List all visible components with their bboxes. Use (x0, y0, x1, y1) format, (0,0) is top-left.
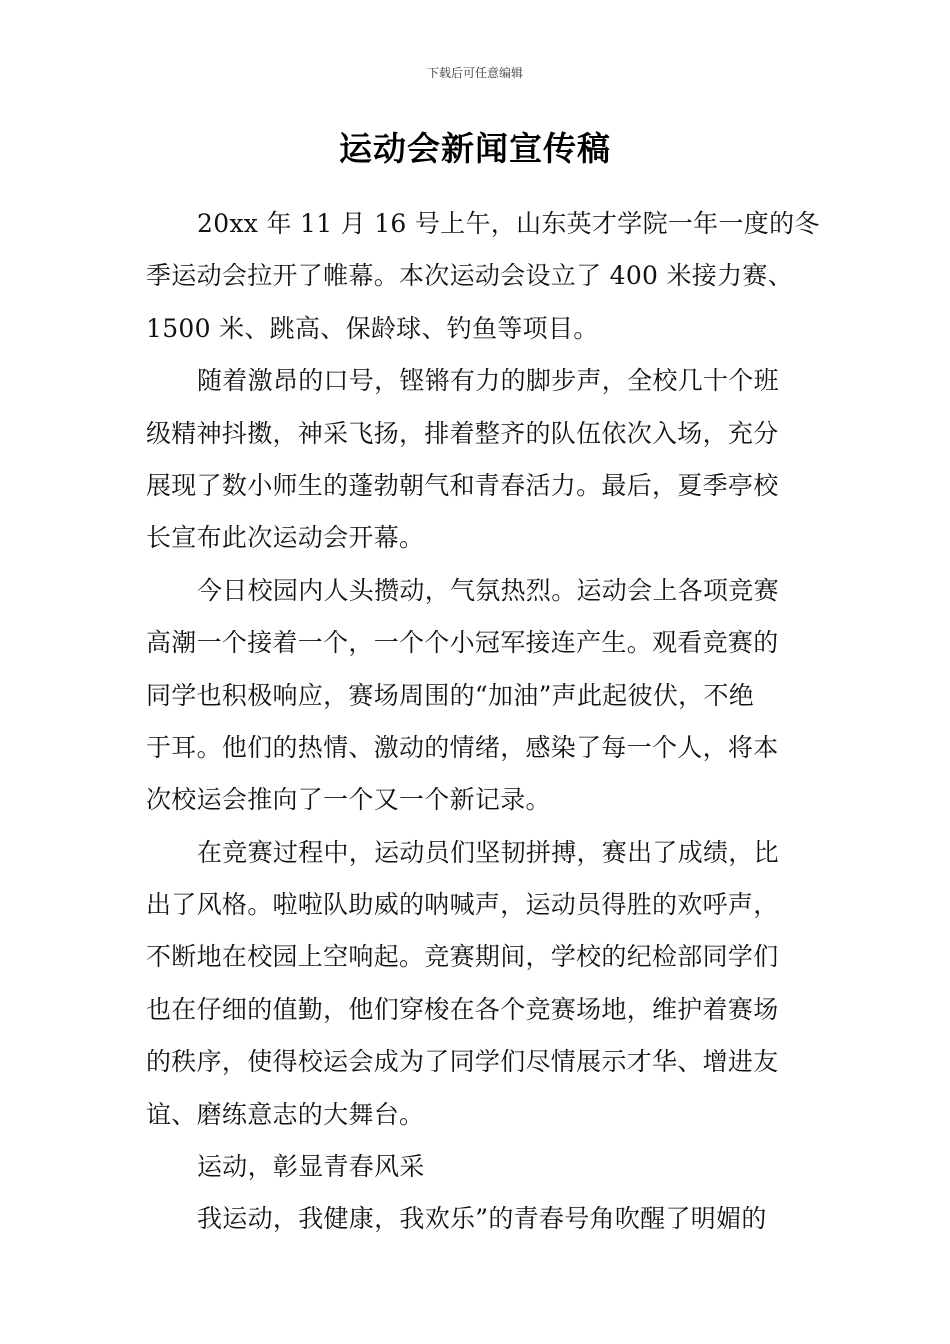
text-line: 季运动会拉开了帷幕。本次运动会设立了 400 米接力赛、 (146, 261, 794, 291)
text-line: 今日校园内人头攒动，气氛热烈。运动会上各项竞赛 (197, 575, 779, 605)
text-line: 1500 米、跳高、保龄球、钓鱼等项目。 (146, 313, 599, 343)
text-line: 谊、磨练意志的大舞台。 (146, 1099, 425, 1129)
text-line: 于耳。他们的热情、激动的情绪，感染了每一个人，将本 (146, 732, 779, 762)
text-line: 长宣布此次运动会开幕。 (146, 523, 425, 553)
header-note: 下载后可任意编辑 (426, 66, 523, 80)
text-line: 不断地在校园上空响起。竞赛期间，学校的纪检部同学们 (146, 942, 779, 972)
document-title: 运动会新闻宣传稿 (339, 129, 611, 168)
text-line: 出了风格。啦啦队助威的呐喊声，运动员得胜的欢呼声， (146, 890, 779, 920)
section-subheading: 运动，彰显青春风采 (197, 1152, 425, 1182)
text-line: 同学也积极响应，赛场周围的“加油”声此起彼伏，不绝 (146, 680, 755, 710)
text-line: 级精神抖擞，神采飞扬，排着整齐的队伍依次入场，充分 (146, 418, 779, 448)
text-line: 高潮一个接着一个，一个个小冠军接连产生。观看竞赛的 (146, 628, 779, 658)
text-line: 也在仔细的值勤，他们穿梭在各个竞赛场地，维护着赛场 (146, 994, 779, 1024)
text-line: 随着激昂的口号，铿锵有力的脚步声，全校几十个班 (197, 366, 779, 396)
text-line: 20xx 年 11 月 16 号上午，山东英才学院一年一度的冬 (197, 209, 820, 238)
text-line: 展现了数小师生的蓬勃朝气和青春活力。最后，夏季亭校 (146, 470, 779, 500)
article-body (146, 198, 820, 1246)
text-line: 我运动，我健康，我欢乐”的青春号角吹醒了明媚的 (197, 1204, 767, 1234)
text-line: 的秩序，使得校运会成为了同学们尽情展示才华、增进友 (146, 1047, 779, 1077)
text-line: 次校运会推向了一个又一个新记录。 (146, 785, 551, 815)
text-line: 在竞赛过程中，运动员们坚韧拼搏，赛出了成绩，比 (197, 837, 779, 867)
